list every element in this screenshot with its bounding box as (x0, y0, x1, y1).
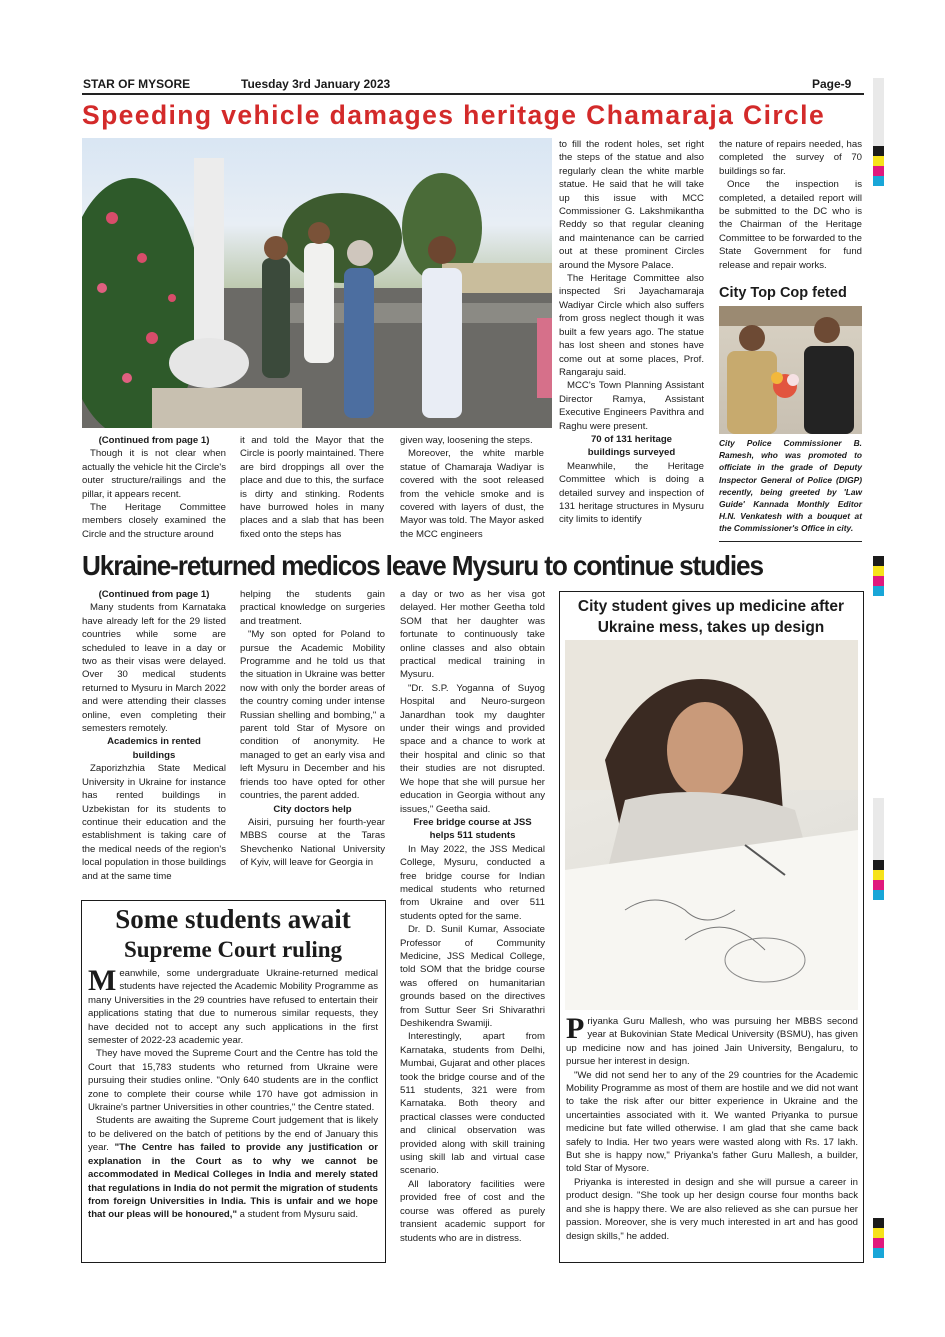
photo-top-cop (719, 306, 862, 434)
subhead-survey: 70 of 131 heritage buildings surveyed (587, 433, 676, 459)
drop-cap: P (566, 1015, 585, 1045)
paragraph: Moreover, the white marble statue of Chamaraja Wadiyar is covered with the soot released from the vehicle smoke and is covered with layers of dust, the Mayor was told. The Mayor asked the MCC engineers (400, 448, 544, 540)
paragraph: a day or two as her visa got delayed. Her mother Geetha told SOM that her daughter was fortunate to continuously take online classes and also obtain practical medical training in Mysuru. (400, 589, 545, 681)
caption-rule (719, 541, 862, 542)
paragraph: MCC's Town Planning Assistant Director Ramya, Assistant Executive Engineers Pavithra and Raghu were present. (559, 380, 704, 432)
student-headline: City student gives up medicine after Ukraine mess, takes up design (577, 598, 845, 636)
drop-cap: M (88, 967, 117, 997)
box-headline-line2: Supreme Court ruling (123, 937, 343, 962)
paragraph: The Heritage Committee also inspected Sri Jayachamaraja Wadiyar Circle which also suffers from gross neglect though it was built a few years ago. The statue has lost sheen and stones have come out at some places, Prof. Rangaraju said. (559, 273, 704, 378)
photo-priyanka-drawing (565, 640, 858, 1010)
paragraph: the nature of repairs needed, has completed the survey of 70 buildings so far. (719, 139, 862, 177)
page-number: Page-9 (812, 77, 852, 91)
subhead-bridge-course: Free bridge course at JSS helps 511 students (413, 816, 532, 842)
caption-top-cop: City Police Commissioner B. Ramesh, who was promoted to officiate in the grade of Deputy Inspector General of Police (DIGP) recently, being greeted by 'Law Guide' Kannada Monthly Editor H.N. Venkatesh with a bouquet at the Commissioner's Office in city. (719, 438, 862, 534)
paragraph: riyanka Guru Mallesh, who was pursuing her MBBS second year at Bukovinian State Medical University (BSMU), has given up medicine now and has joined Jain University, Bengaluru, to pursue her interest in design. (566, 1016, 858, 1068)
story2-col2 (240, 588, 385, 896)
headline-chamaraja: Speeding vehicle damages heritage Chamaraja Circle (82, 100, 826, 130)
subhead-academics: Academics in rented buildings (107, 736, 201, 761)
student-body (566, 1015, 858, 1259)
paragraph: "We did not send her to any of the 29 countries for the Academic Mobility Programme as most of them are hostile and we did not want to take the risk after our bitter experience in Ukraine and the uncertainties associated with it. We wanted Priyanka to pursue medicine but fate willed otherwise. I am glad that she came back safely to India. Her two years were wasted along with Rs. 17 lakh. But she is happy now," Priyanka's father Guru Mallesh, a builder, told Star of Mysore. (566, 1069, 858, 1175)
paragraph: "Dr. S.P. Yoganna of Suyog Hospital and Neuro-surgeon Janardhan took my daughter under their wings and provided space and a chance to work at their hospital and clinic so that their studies are not disrupted. We hope that she will pursue her education in Georgia without any issues," Geetha said. (400, 682, 545, 815)
student-quote: "The Centre has failed to provide any justification or explanation in the Court as to why we cannot be accommodated in Medical Colleges in India and merely stated that regulations in India do not permit the migration of students from foreign Universities in India. This is unfair and we hope that our pleas will be honoured," (88, 1142, 378, 1221)
story1-col5 (719, 138, 862, 283)
paragraph: All laboratory facilities were provided free of cost and the course was offered as purely transient academic support for students who are in distress. (400, 1178, 545, 1244)
headline-top-cop: City Top Cop feted (719, 285, 847, 301)
continued-note: (Continued from page 1) (98, 435, 210, 446)
story1-col4 (559, 138, 704, 548)
paragraph: They have moved the Supreme Court and the Centre has told the Court that 15,783 students who returned from Ukraine were pursuing their studies online. "Only 640 students are in the conflict zone to complete their course while 170 have got admission in Ukraine's partner Universities in other countries," the Centre stated. (88, 1048, 378, 1114)
story1-col1 (82, 434, 226, 542)
paragraph: Though it is not clear when actually the vehicle hit the Circle's outer structure/railings and the pillar, it appears recent. (82, 448, 226, 500)
paragraph: eanwhile, some undergraduate Ukraine-returned medical students have rejected the Academic Mobility Programme as many Universities in the 29 countries have refused to entertain their applications stating that due to numerous similar requests, they have decided not to accept any such applications in the first semester of 2022-23 academic year. (88, 968, 378, 1047)
paragraph: Priyanka is interested in design and she will pursue a career in product design. "She took up her design course four months back and she is happy there. We are also relieved as she can pursue her passion. Moreover, she is very much interested in art and has good design skills," he added. (566, 1176, 858, 1242)
header-rule (82, 93, 864, 95)
subhead-doctors: City doctors help (273, 803, 352, 815)
paragraph: it and told the Mayor that the Circle is poorly maintained. There are bird droppings all over the place and due to this, the surface is dirty and stinking. Rodents have burrowed holes in many places and a slab that has been fixed onto the steps has (240, 435, 384, 540)
paragraph: to fill the rodent holes, set right the steps of the statue and also regularly clean the white marble statue. He said that he will take up this issue with MCC Commissioner G. Lakshmikantha Reddy so that regular cleaning and maintenance can be carried out at these prominent Circles around the Mysore Palace. (559, 139, 704, 271)
paragraph: a student from Mysuru said. (237, 1209, 359, 1221)
story1-col2 (240, 434, 384, 542)
photo-heritage-inspection (82, 138, 552, 428)
issue-date: Tuesday 3rd January 2023 (241, 77, 391, 91)
paragraph: given way, loosening the steps. (400, 435, 533, 446)
paragraph: helping the students gain practical knowledge on surgeries and treatment. (240, 589, 385, 627)
registration-marks (873, 78, 884, 1278)
story2-col1 (82, 588, 226, 896)
box-supreme-court (81, 900, 386, 1263)
paragraph: The Heritage Committee members closely examined the Circle and the structure around (82, 502, 226, 540)
paragraph: Meanwhile, the Heritage Committee which is doing a detailed survey and inspection of 131 heritage structures in Mysuru city limits to identify (559, 460, 704, 526)
story1-col3 (400, 434, 544, 542)
paragraph: Dr. D. Sunil Kumar, Associate Professor of Community Medicine, JSS Medical College, told SOM that the bridge course was offered on humanitarian grounds based on the directives from Suttur Seer Sri Shivarathri Deshikendra Swamiji. (400, 924, 545, 1029)
box-body (88, 967, 378, 1259)
box-headline-line1: Some students await (115, 904, 351, 934)
paragraph: Aisiri, pursuing her fourth-year MBBS course at the Taras Shevchenko National University of Kyiv, will leave for Georgia in (240, 816, 385, 869)
paragraph: In May 2022, the JSS Medical College, Mysuru, conducted a free bridge course for Indian medical students who returned from Ukraine and over 511 students opted for the same. (400, 843, 545, 922)
box-city-student (559, 591, 864, 1263)
paragraph: Zaporizhzhia State Medical University in Ukraine for instance has rented buildings in Uzbekistan for its students to continue their education and the establishment is taking care of the medical needs of the region's local population in those buildings and at the same time (82, 763, 226, 882)
paragraph: Interestingly, apart from Karnataka, students from Delhi, Mumbai, Gujarat and other places took the bridge course and of the 511 students, 321 were from Karnataka. Both theory and practical classes were conducted and clinical observation was provided along with skill training using skill lab and virtual case scenario. (400, 1031, 545, 1177)
story2-col3 (400, 588, 545, 1264)
headline-ukraine-medicos: Ukraine-returned medicos leave Mysuru to continue studies (82, 550, 763, 581)
paragraph: Many students from Karnataka have already left for the 29 listed countries while some are scheduled to leave in a day or two as their visas were delayed. Over 30 medical students returned to Mysuru in March 2022 and were attending their classes online, even completing their semesters remotely. (82, 602, 226, 735)
paragraph: Once the inspection is completed, a detailed report will be submitted to the DC who is the Chairman of the Heritage Committee to be forwarded to the State Government for fund release and repair works. (719, 179, 862, 271)
paragraph: "My son opted for Poland to pursue the Academic Mobility Programme and he told us that the situation in Ukraine was better now with only the border areas of the country coming under intense Russian shelling and bombing," a parent told Star of Mysore on condition of anonymity. He managed to get an early visa and left Mysuru in December and his friends too have opted for other countries, the parent added. (240, 629, 385, 802)
continued-note: (Continued from page 1) (98, 589, 210, 600)
paragraph: Students are awaiting the Supreme Court judgement that is likely to be delivered on the batch of petitions by the end of January this year. (88, 1115, 378, 1154)
paper-name: STAR OF MYSORE (83, 77, 191, 91)
